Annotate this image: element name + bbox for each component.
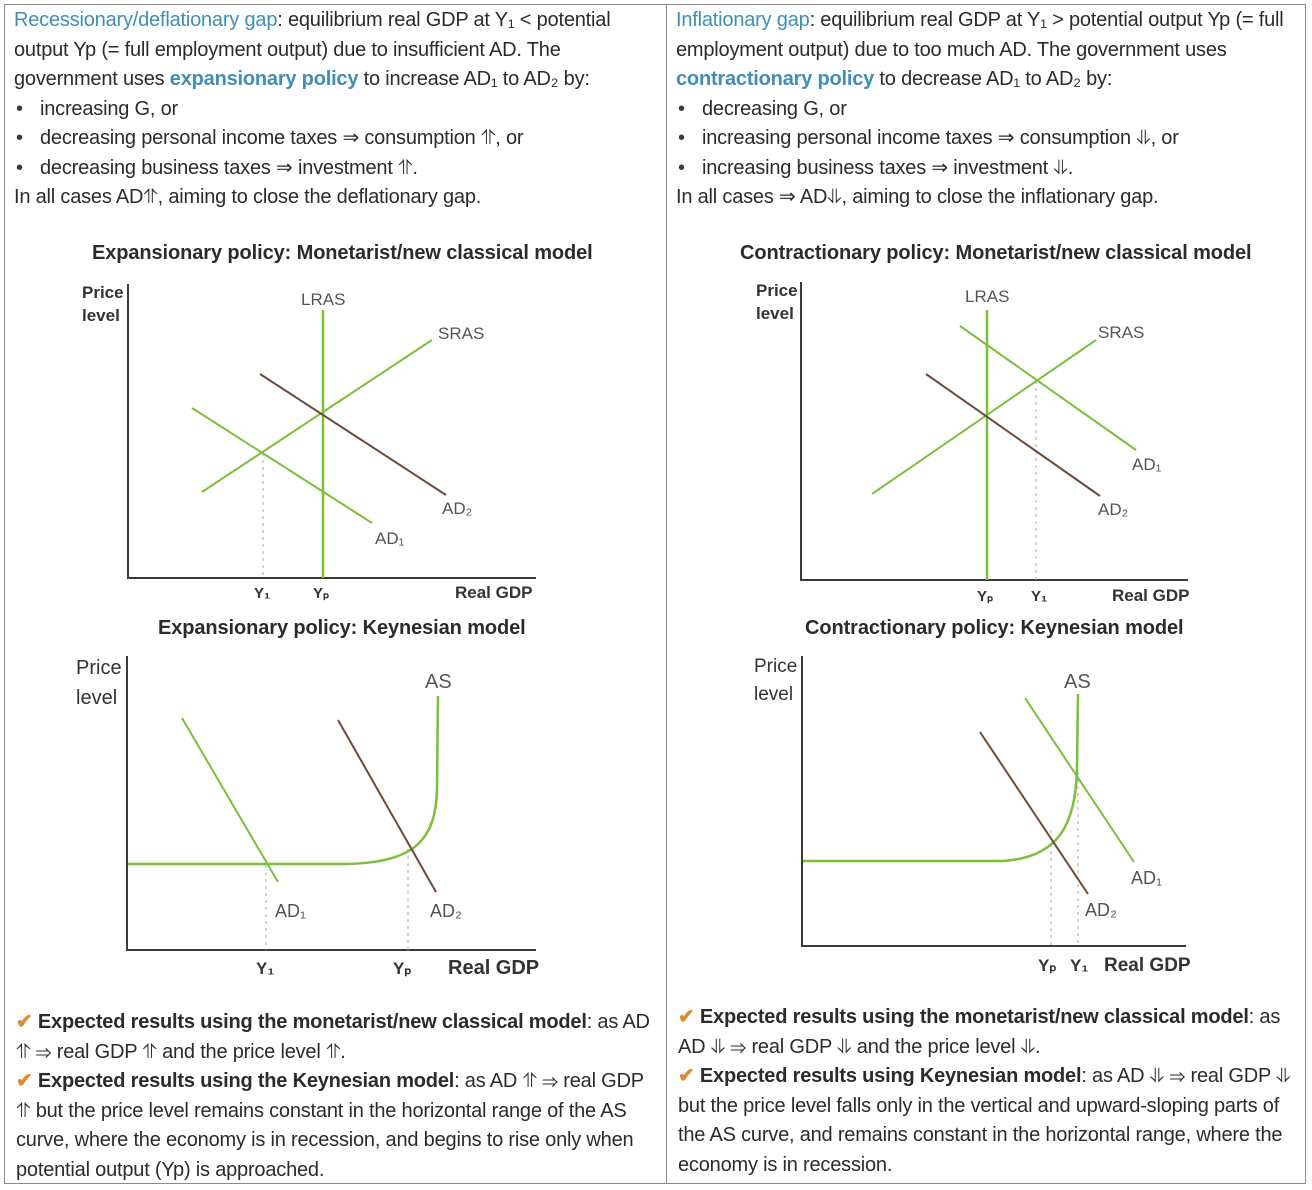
ad1-label: AD₁: [1132, 455, 1162, 474]
result-lead: Expected results using the Keynesian model: [37, 1070, 455, 1092]
left-result-keynesian: [16, 1067, 656, 1185]
x-tick-label: Y₁: [254, 585, 271, 602]
sras-curve: [872, 340, 1096, 494]
sras-label: SRAS: [438, 324, 485, 343]
x-axis-label: Real GDP: [448, 957, 540, 979]
check-icon: ✔: [16, 1011, 33, 1033]
left-results: [16, 1008, 656, 1185]
ad2-label: AD₂: [430, 901, 462, 921]
list-item: • decreasing business taxes ⇒ investment ⥣.: [40, 154, 664, 184]
right-intro-paragraph: [676, 6, 1304, 95]
check-icon: ✔: [678, 1065, 695, 1087]
left-policy-term: expansionary policy: [169, 68, 359, 90]
right-bullet-list: [676, 95, 1304, 184]
list-item: • increasing personal income taxes ⇒ consumption ⥥, or: [702, 124, 1304, 154]
right-result-keynesian: [678, 1062, 1302, 1180]
result-text: : as AD ⥣ ⇒ real GDP ⥣ and the price level ⥣.: [16, 1011, 650, 1063]
x-tick-label: Yₚ: [313, 585, 330, 602]
x-tick-label: Y₁: [1031, 588, 1048, 605]
right-result-monetarist: [678, 1003, 1302, 1062]
right-results: [678, 1003, 1302, 1180]
y-axis-label: Price: [754, 656, 798, 677]
y-axis-label: Price: [76, 657, 122, 679]
as-label: AS: [425, 671, 452, 693]
list-item: • increasing G, or: [40, 95, 664, 125]
y-axis-label: level: [756, 304, 794, 323]
left-gap-term: Recessionary/deflationary gap: [14, 9, 278, 31]
ad2-curve: [926, 374, 1100, 496]
right-chart2-title: Contractionary policy: Keynesian model: [805, 617, 1184, 639]
x-tick-label: Yₚ: [1038, 956, 1057, 975]
ad1-label: AD₁: [375, 529, 405, 548]
left-keynesian-diagram: [70, 650, 550, 985]
ad2-label: AD₂: [1098, 500, 1129, 519]
right-intro: [676, 6, 1304, 213]
sras-curve: [202, 340, 432, 492]
right-gap-term: Inflationary gap: [676, 9, 810, 31]
x-axis-label: Real GDP: [1112, 586, 1190, 605]
sras-label: SRAS: [1098, 323, 1145, 342]
result-text: : as AD ⥥ ⇒ real GDP ⥥ but the price level falls only in the vertical and upward-sloping parts of the AS curve, and remains constant in the horizontal range, where the economy is in recession.: [678, 1065, 1291, 1176]
check-icon: ✔: [16, 1070, 33, 1092]
result-text: : as AD ⥣ ⇒ real GDP ⥣ but the price level remains constant in the horizontal range of the AS curve, where the economy is in recession, and begins to rise only when potential output (Yp) is approached.: [16, 1070, 644, 1181]
right-policy-term: contractionary policy: [676, 68, 875, 90]
right-monetarist-diagram: [740, 276, 1210, 606]
left-result-monetarist: [16, 1008, 656, 1067]
y-axis-label: Price: [82, 283, 124, 302]
as-label: AS: [1064, 671, 1091, 693]
left-intro-text: : equilibrium real GDP at Y₁ < potential output Yp (= full employment output) due to insufficient AD. The government uses: [14, 9, 611, 90]
list-item: • decreasing G, or: [702, 95, 1304, 125]
y-axis-label: level: [754, 684, 794, 705]
result-lead: Expected results using the monetarist/new classical model: [699, 1006, 1249, 1028]
y-axis-label: Price: [756, 281, 798, 300]
x-tick-label: Yₚ: [393, 959, 412, 978]
y-axis-label: level: [82, 306, 120, 325]
right-chart1-title: Contractionary policy: Monetarist/new classical model: [740, 242, 1252, 264]
ad1-curve: [1025, 698, 1134, 862]
left-bullet-list: [14, 95, 664, 184]
list-item: • increasing business taxes ⇒ investment ⥥.: [702, 154, 1304, 184]
result-text: : as AD ⥥ ⇒ real GDP ⥥ and the price level ⥥.: [678, 1006, 1281, 1058]
right-keynesian-diagram: [740, 650, 1210, 980]
as-curve: [803, 694, 1078, 861]
ad2-label: AD₂: [1085, 900, 1117, 920]
result-lead: Expected results using the monetarist/new classical model: [37, 1011, 587, 1033]
x-tick-label: Yₚ: [977, 588, 994, 605]
list-item: • decreasing personal income taxes ⇒ consumption ⥣, or: [40, 124, 664, 154]
ad1-curve: [192, 408, 372, 523]
as-curve: [128, 696, 438, 864]
right-intro-tail: to decrease AD₁ to AD₂ by:: [874, 68, 1113, 90]
lras-label: LRAS: [965, 287, 1010, 306]
result-lead: Expected results using Keynesian model: [699, 1065, 1082, 1087]
lras-label: LRAS: [301, 290, 346, 309]
left-monetarist-diagram: [70, 278, 550, 608]
left-chart1-title: Expansionary policy: Monetarist/new classical model: [92, 242, 593, 264]
x-axis-label: Real GDP: [1104, 955, 1191, 976]
x-tick-label: Y₁: [256, 959, 275, 978]
left-chart2-title: Expansionary policy: Keynesian model: [158, 617, 526, 639]
ad1-curve: [182, 718, 278, 882]
right-intro-text: : equilibrium real GDP at Y₁ > potential output Yp (= full employment output) due to too much AD. The government uses: [676, 9, 1284, 61]
x-tick-label: Y₁: [1070, 956, 1089, 975]
ad2-label: AD₂: [442, 499, 473, 518]
left-closing: In all cases AD⥣, aiming to close the deflationary gap.: [14, 186, 482, 208]
y-axis-label: level: [76, 687, 118, 709]
x-axis-label: Real GDP: [455, 583, 533, 602]
left-intro-paragraph: [14, 6, 664, 95]
ad1-label: AD₁: [275, 901, 307, 921]
column-divider: [666, 4, 667, 1184]
left-intro-tail: to increase AD₁ to AD₂ by:: [358, 68, 590, 90]
ad1-label: AD₁: [1131, 868, 1163, 888]
check-icon: ✔: [678, 1006, 695, 1028]
ad2-curve: [338, 720, 436, 892]
left-intro: [14, 6, 664, 213]
right-closing: In all cases ⇒ AD⥥, aiming to close the inflationary gap.: [676, 186, 1159, 208]
